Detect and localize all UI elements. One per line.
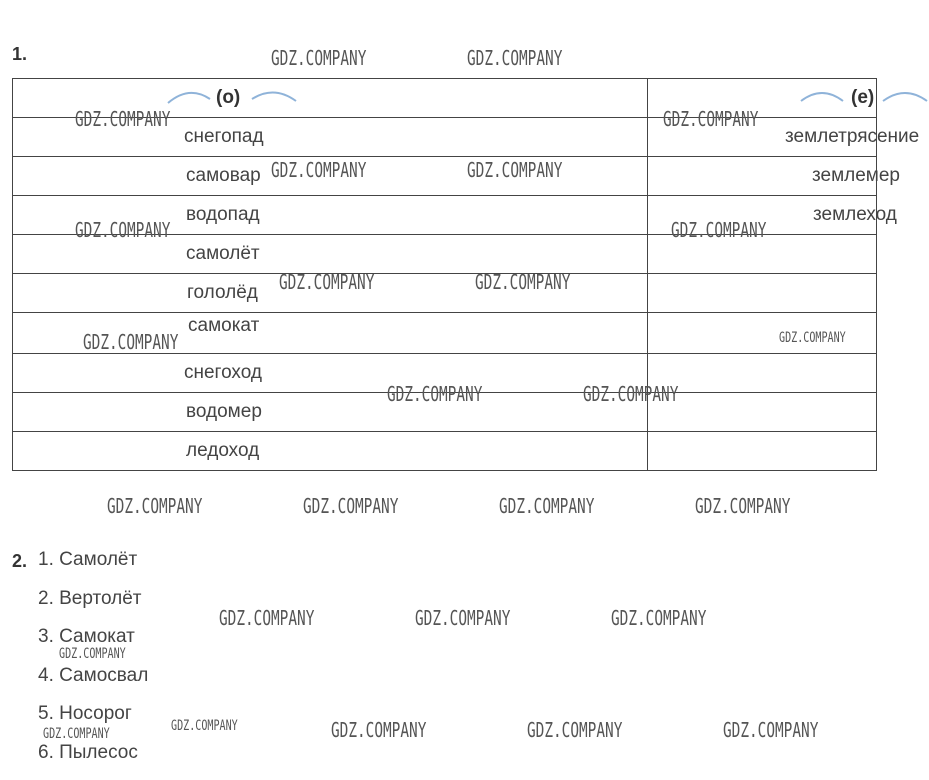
watermark: GDZ.COMPANY — [671, 218, 767, 242]
header-label-o — [216, 87, 240, 109]
watermark: GDZ.COMPANY — [499, 494, 595, 518]
word-o: снегоход — [13, 354, 648, 393]
watermark: GDZ.COMPANY — [695, 494, 791, 518]
watermark: GDZ.COMPANY — [663, 107, 759, 131]
list-item: 2. Вертолёт — [38, 587, 142, 609]
watermark: GDZ.COMPANY — [467, 46, 563, 70]
watermark: GDZ.COMPANY — [303, 494, 399, 518]
word-o: самовар — [13, 157, 648, 196]
word-o: снегопад — [13, 118, 648, 157]
header-text-o: (о) — [216, 87, 241, 108]
answer-list — [38, 548, 148, 780]
word-o: самокат — [13, 313, 648, 354]
watermark: GDZ.COMPANY — [611, 606, 707, 630]
word-o: ледоход — [13, 432, 648, 471]
watermark: GDZ.COMPANY — [43, 726, 110, 742]
watermark: GDZ.COMPANY — [415, 606, 511, 630]
section-1-number: 1. — [12, 44, 28, 64]
watermark: GDZ.COMPANY — [83, 330, 179, 354]
word-o: водопад — [13, 196, 648, 235]
word-o: самолёт — [13, 235, 648, 274]
word-e — [648, 274, 877, 313]
watermark: GDZ.COMPANY — [723, 718, 819, 742]
table-row — [13, 432, 877, 471]
watermark: GDZ.COMPANY — [279, 270, 375, 294]
watermark: GDZ.COMPANY — [75, 107, 171, 131]
list-item: 1. Самолёт — [38, 549, 138, 570]
watermark: GDZ.COMPANY — [331, 718, 427, 742]
table-row — [13, 157, 877, 196]
arc-right-icon — [881, 89, 929, 105]
word-e — [648, 432, 877, 471]
header-label-e — [851, 87, 874, 109]
word-e — [648, 354, 877, 393]
word-o: водомер — [13, 393, 648, 432]
arc-right-icon — [250, 89, 298, 105]
watermark: GDZ.COMPANY — [527, 718, 623, 742]
list-item: 3. Самокат — [38, 626, 135, 648]
word-table — [12, 78, 920, 471]
list-item: 5. Носорог — [38, 703, 132, 725]
watermark: GDZ.COMPANY — [779, 330, 846, 346]
watermark: GDZ.COMPANY — [75, 218, 171, 242]
list-item: 4. Самосвал — [38, 664, 149, 686]
word-e — [648, 393, 877, 432]
table-row — [13, 274, 877, 313]
arc-left-icon — [799, 89, 845, 105]
watermark: GDZ.COMPANY — [107, 494, 203, 518]
watermark: GDZ.COMPANY — [467, 158, 563, 182]
watermark: GDZ.COMPANY — [475, 270, 571, 294]
watermark: GDZ.COMPANY — [219, 606, 315, 630]
watermark: GDZ.COMPANY — [171, 718, 238, 734]
arc-left-icon — [166, 89, 212, 105]
watermark: GDZ.COMPANY — [387, 382, 483, 406]
watermark: GDZ.COMPANY — [271, 46, 367, 70]
word-e: землемер — [648, 157, 877, 196]
list-item: 6. Пылесос — [38, 741, 138, 763]
header-text-e: (е) — [851, 87, 875, 108]
word-o: гололёд — [13, 274, 648, 313]
watermark: GDZ.COMPANY — [59, 646, 126, 662]
section-2-number: 2. — [12, 551, 28, 571]
word-e: землеход — [648, 196, 877, 235]
watermark: GDZ.COMPANY — [583, 382, 679, 406]
watermark: GDZ.COMPANY — [271, 158, 367, 182]
word-e: землетрясение — [648, 118, 877, 157]
